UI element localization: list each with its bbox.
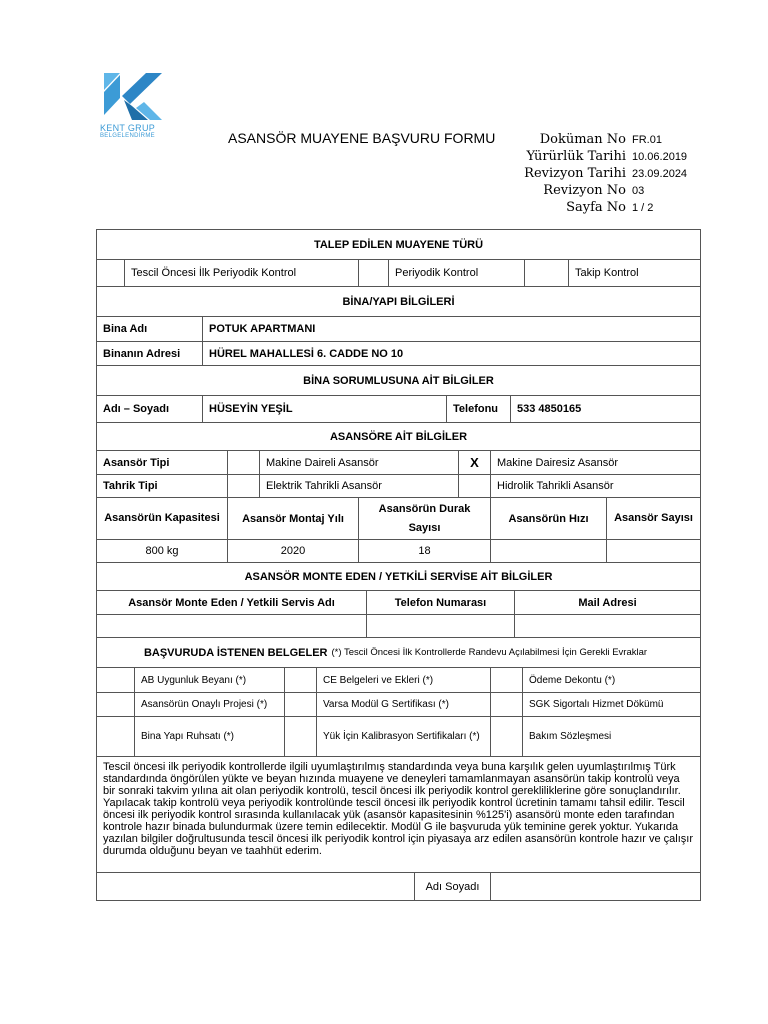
option-machine-roomless: Makine Dairesiz Asansör bbox=[491, 451, 700, 475]
doc-maintenance-contract: Bakım Sözleşmesi bbox=[523, 717, 700, 757]
doc-sgk-record: SGK Sigortalı Hizmet Dökümü bbox=[523, 693, 700, 717]
checkbox-machine-roomless[interactable]: X bbox=[459, 451, 491, 475]
meta-value: FR.01 bbox=[632, 134, 662, 146]
doc-calibration-certs: Yük İçin Kalibrasyon Sertifikaları (*) bbox=[317, 717, 491, 757]
checkbox-machine-room[interactable] bbox=[228, 451, 260, 475]
company-logo bbox=[100, 70, 172, 139]
speed-field[interactable] bbox=[491, 540, 607, 563]
checkbox-doc-ce[interactable] bbox=[285, 668, 317, 693]
installer-mail-field[interactable] bbox=[515, 615, 700, 638]
doc-ab-conformity: AB Uygunluk Beyanı (*) bbox=[135, 668, 285, 693]
col-elevator-count: Asansör Sayısı bbox=[607, 498, 700, 540]
option-follow-up-control: Takip Kontrol bbox=[569, 260, 700, 287]
section-building-info: BİNA/YAPI BİLGİLERİ bbox=[97, 287, 700, 317]
meta-label: Yürürlük Tarihi bbox=[526, 149, 626, 164]
col-stop-count: Asansörün Durak Sayısı bbox=[359, 498, 491, 540]
col-mail-address: Mail Adresi bbox=[515, 591, 700, 615]
signature-name-label: Adı Soyadı bbox=[415, 873, 491, 901]
checkbox-hydraulic-drive[interactable] bbox=[459, 475, 491, 498]
capacity-field[interactable]: 800 kg bbox=[97, 540, 228, 563]
checkbox-doc-project[interactable] bbox=[97, 693, 135, 717]
meta-value: 03 bbox=[632, 185, 645, 197]
checkbox-doc-payment[interactable] bbox=[491, 668, 523, 693]
checkbox-doc-permit[interactable] bbox=[97, 717, 135, 757]
doc-ce-certificates: CE Belgeleri ve Ekleri (*) bbox=[317, 668, 491, 693]
documents-header: BAŞVURUDA İSTENEN BELGELER bbox=[143, 646, 328, 659]
option-periodic-control: Periyodik Kontrol bbox=[389, 260, 525, 287]
doc-building-permit: Bina Yapı Ruhsatı (*) bbox=[135, 717, 285, 757]
document-meta bbox=[500, 130, 687, 215]
installer-phone-field[interactable] bbox=[367, 615, 515, 638]
signature-blank bbox=[97, 873, 415, 901]
checkbox-doc-calibration[interactable] bbox=[285, 717, 317, 757]
checkbox-doc-sgk[interactable] bbox=[491, 693, 523, 717]
meta-value: 23.09.2024 bbox=[632, 168, 688, 180]
option-initial-control: Tescil Öncesi İlk Periyodik Kontrol bbox=[125, 260, 359, 287]
section-required-documents bbox=[97, 638, 700, 668]
signature-name-field[interactable] bbox=[491, 873, 700, 901]
stop-count-field[interactable]: 18 bbox=[359, 540, 491, 563]
section-inspection-type: TALEP EDİLEN MUAYENE TÜRÜ bbox=[97, 230, 700, 260]
drive-type-label: Tahrik Tipi bbox=[97, 475, 228, 498]
meta-value: 10.06.2019 bbox=[632, 151, 688, 163]
documents-header-note: (*) Tescil Öncesi İlk Kontrollerde Randevu Açılabilmesi İçin Gerekli Evraklar bbox=[331, 647, 648, 658]
checkbox-doc-module-g[interactable] bbox=[285, 693, 317, 717]
form-title: ASANSÖR MUAYENE BAŞVURU FORMU bbox=[228, 130, 496, 146]
section-installer-info: ASANSÖR MONTE EDEN / YETKİLİ SERVİSE AİT BİLGİLER bbox=[97, 563, 700, 591]
doc-module-g: Varsa Modül G Sertifikası (*) bbox=[317, 693, 491, 717]
building-address-field[interactable]: HÜREL MAHALLESİ 6. CADDE NO 10 bbox=[203, 342, 700, 366]
col-installation-year: Asansör Montaj Yılı bbox=[228, 498, 359, 540]
col-phone-number: Telefon Numarası bbox=[367, 591, 515, 615]
declaration-text: Tescil öncesi ilk periyodik kontrollerde ilgili uyumlaştırılmış standardında veya buna karşılık gelen uyumlaştırılmış Türk standardında öngörülen yükte ve beyan hızında muayene ve deneyleri tamamlanmayan asansörün takip kontrolü veya bir sonraki takvim yılına ait olan periyodik kontrolü, tescil öncesi ilk periyodik kontrol gerekliliklerine göre sonuçlandırılır. Yapılacak takip kontrolü veya periyodik kontrolünde tescil öncesi ilk periyodik kontrol ücretinin tamamı tahsil edilir. Tescil öncesi ilk periyodik kontrol sırasında kullanılacak yük (asansör kapasitesinin %125'i) asansörü monte eden tarafından kontrole hazır binada bulundurmak üzere temin edilecektir. Modül G ile başvuruda yük teminine gerek yoktur. Yukarıda yazılan bilgiler doğrultusunda tescil öncesi ilk periyodik kontrol için piyasaya arz edilen asansörün kontrole hazır ve çalışır durumda olduğunu beyan ve taahhüt ederim. bbox=[97, 757, 700, 873]
meta-label: Revizyon No bbox=[543, 183, 626, 198]
kent-grup-logo-mark bbox=[100, 70, 162, 122]
responsible-phone-label: Telefonu bbox=[447, 396, 511, 423]
doc-payment-receipt: Ödeme Dekontu (*) bbox=[523, 668, 700, 693]
responsible-name-label: Adı – Soyadı bbox=[97, 396, 203, 423]
option-machine-room: Makine Daireli Asansör bbox=[260, 451, 459, 475]
responsible-name-field[interactable]: HÜSEYİN YEŞİL bbox=[203, 396, 447, 423]
option-electric-drive: Elektrik Tahrikli Asansör bbox=[260, 475, 459, 498]
checkbox-electric-drive[interactable] bbox=[228, 475, 260, 498]
building-name-field[interactable]: POTUK APARTMANI bbox=[203, 317, 700, 342]
col-capacity: Asansörün Kapasitesi bbox=[97, 498, 228, 540]
logo-subtitle: BELGELENDİRME bbox=[100, 133, 155, 139]
doc-approved-project: Asansörün Onaylı Projesi (*) bbox=[135, 693, 285, 717]
checkbox-doc-maintenance[interactable] bbox=[491, 717, 523, 757]
col-installer-name: Asansör Monte Eden / Yetkili Servis Adı bbox=[97, 591, 367, 615]
checkbox-follow-up-control[interactable] bbox=[525, 260, 569, 287]
elevator-count-field[interactable] bbox=[607, 540, 700, 563]
logo-brand: KENT GRUP bbox=[100, 123, 156, 133]
building-address-label: Binanın Adresi bbox=[97, 342, 203, 366]
meta-label: Sayfa No bbox=[566, 200, 626, 215]
option-hydraulic-drive: Hidrolik Tahrikli Asansör bbox=[491, 475, 700, 498]
building-name-label: Bina Adı bbox=[97, 317, 203, 342]
meta-label: Doküman No bbox=[539, 132, 626, 147]
elevator-type-label: Asansör Tipi bbox=[97, 451, 228, 475]
responsible-phone-field[interactable]: 533 4850165 bbox=[511, 396, 700, 423]
section-elevator-info: ASANSÖRE AİT BİLGİLER bbox=[97, 423, 700, 451]
section-responsible-person: BİNA SORUMLUSUNA AİT BİLGİLER bbox=[97, 366, 700, 396]
meta-label: Revizyon Tarihi bbox=[524, 166, 626, 181]
application-form bbox=[96, 229, 701, 901]
installer-name-field[interactable] bbox=[97, 615, 367, 638]
meta-value: 1 / 2 bbox=[632, 202, 654, 214]
col-speed: Asansörün Hızı bbox=[491, 498, 607, 540]
installation-year-field[interactable]: 2020 bbox=[228, 540, 359, 563]
checkbox-periodic-control[interactable] bbox=[359, 260, 389, 287]
checkbox-initial-control[interactable] bbox=[97, 260, 125, 287]
checkbox-doc-ab[interactable] bbox=[97, 668, 135, 693]
